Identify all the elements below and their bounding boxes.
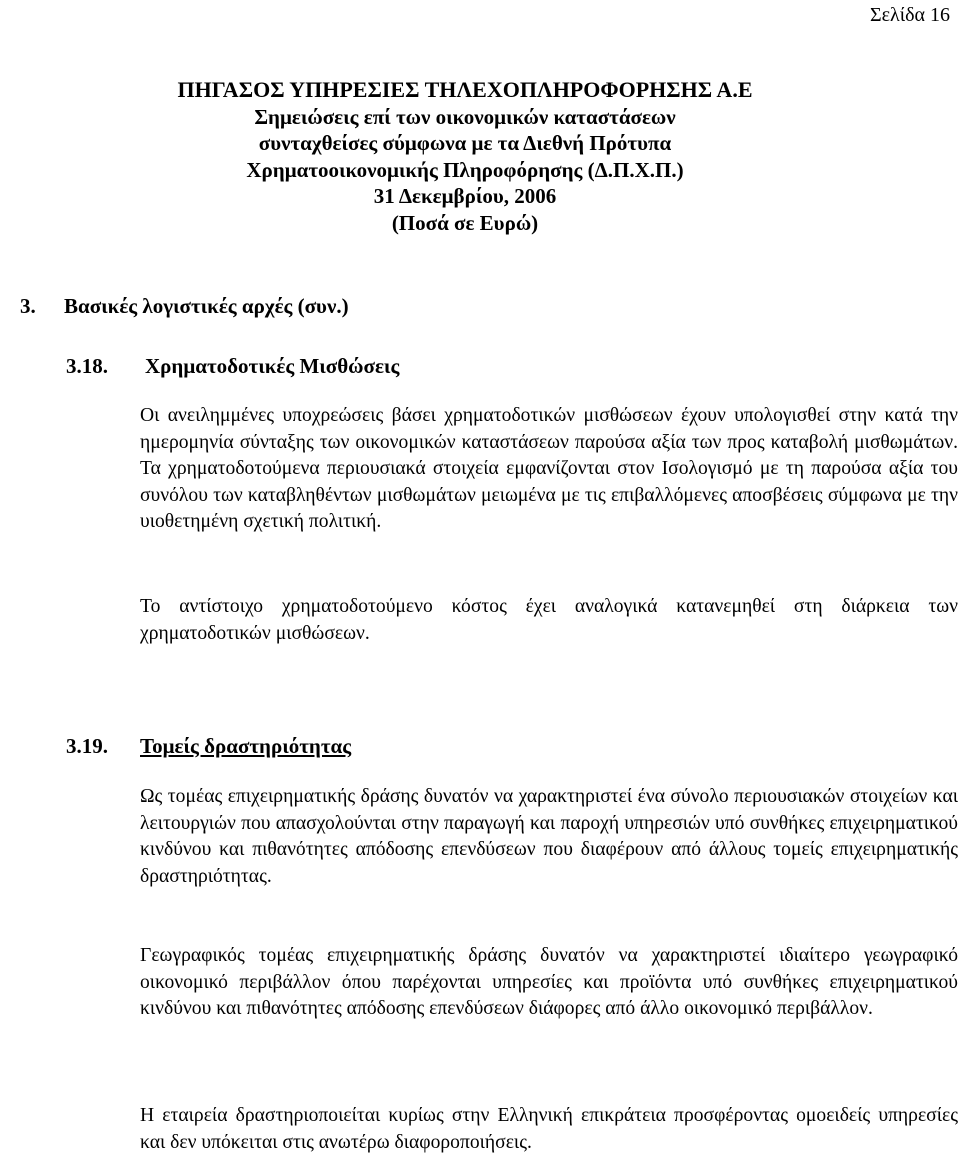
subsection-number: 3.18. (66, 354, 108, 378)
company-name: ΠΗΓΑΣΟΣ ΥΠΗΡΕΣΙΕΣ ΤΗΛΕΧΟΠΛΗΡΟΦΟΡΗΣΗΣ Α.Ε (177, 77, 753, 102)
header-currency-note: (Ποσά σε Ευρώ) (391, 210, 539, 235)
paragraph-segments-2: Γεωγραφικός τομέας επιχειρηματικής δράσης δυνατόν να χαρακτηριστεί ιδιαίτερο γεωγραφικό οικονομικό περιβάλλον όπου παρέχονται υπηρεσίες και προϊόντα υπό συνθήκες επιχειρηματικού κινδύνου και πιθανότητες απόδοσης επενδύσεων διάφορες από άλλο οικονομικό περιβάλλον. (140, 945, 958, 1019)
section-heading (20, 293, 349, 319)
header-notes-title: Σημειώσεις επί των οικονομικών καταστάσεων (254, 104, 676, 129)
subsection-heading-segments (66, 733, 351, 759)
header-date: 31 Δεκεμβρίου, 2006 (373, 184, 557, 208)
header-ifrs-line: Χρηματοοικονομικής Πληροφόρησης (Δ.Π.Χ.Π.) (246, 157, 684, 182)
subsection-title: Τομείς δραστηριότητας (140, 734, 352, 758)
subsection-title: Χρηματοδοτικές Μισθώσεις (145, 354, 400, 378)
subsection-heading-finance-leases (66, 353, 399, 379)
document-header (0, 77, 930, 236)
paragraph-segments-3: Η εταιρεία δραστηριοποιείται κυρίως στην Ελληνική επικράτεια προσφέροντας ομοειδείς υπηρεσίες και δεν υπόκειται στις ανωτέρω διαφοροποιήσεις. (140, 1105, 958, 1153)
paragraph-segments-1: Ως τομέας επιχειρηματικής δράσης δυνατόν να χαρακτηριστεί ένα σύνολο περιουσιακών στοιχείων και λειτουργιών που απασχολούνται στην παραγωγή και παροχή υπηρεσιών υπό συνθήκες επιχειρηματικού κινδύνου και πιθανότητες απόδοσης επενδύσεων που διαφέρουν από άλλους τομείς επιχειρηματικής δραστηριότητας. (140, 786, 958, 887)
page-number: Σελίδα 16 (869, 4, 950, 26)
subsection-number: 3.19. (66, 734, 108, 758)
paragraph-finance-leases-2: Το αντίστοιχο χρηματοδοτούμενο κόστος έχει αναλογικά κατανεμηθεί στη διάρκεια των χρηματοδοτικών μισθώσεων. (140, 596, 958, 644)
section-title: Βασικές λογιστικές αρχές (συν.) (64, 294, 349, 318)
section-number: 3. (20, 294, 36, 318)
paragraph-finance-leases-1: Οι ανειλημμένες υποχρεώσεις βάσει χρηματοδοτικών μισθώσεων έχουν υπολογισθεί στην κατά την ημερομηνία σύνταξης των οικονομικών καταστάσεων παρούσα αξία των προς καταβολή μισθωμάτων. Τα χρηματοδοτούμενα περιουσιακά στοιχεία εμφανίζονται στον Ισολογισμό με τη παρούσα αξία του συνόλου των καταβληθέντων μισθωμάτων μειωμένα με τις επιβαλλόμενες αποσβέσεις σύμφωνα με την υιοθετημένη σχετική πολιτική. (140, 405, 958, 532)
header-standards-line: συνταχθείσες σύμφωνα με τα Διεθνή Πρότυπα (258, 131, 672, 155)
